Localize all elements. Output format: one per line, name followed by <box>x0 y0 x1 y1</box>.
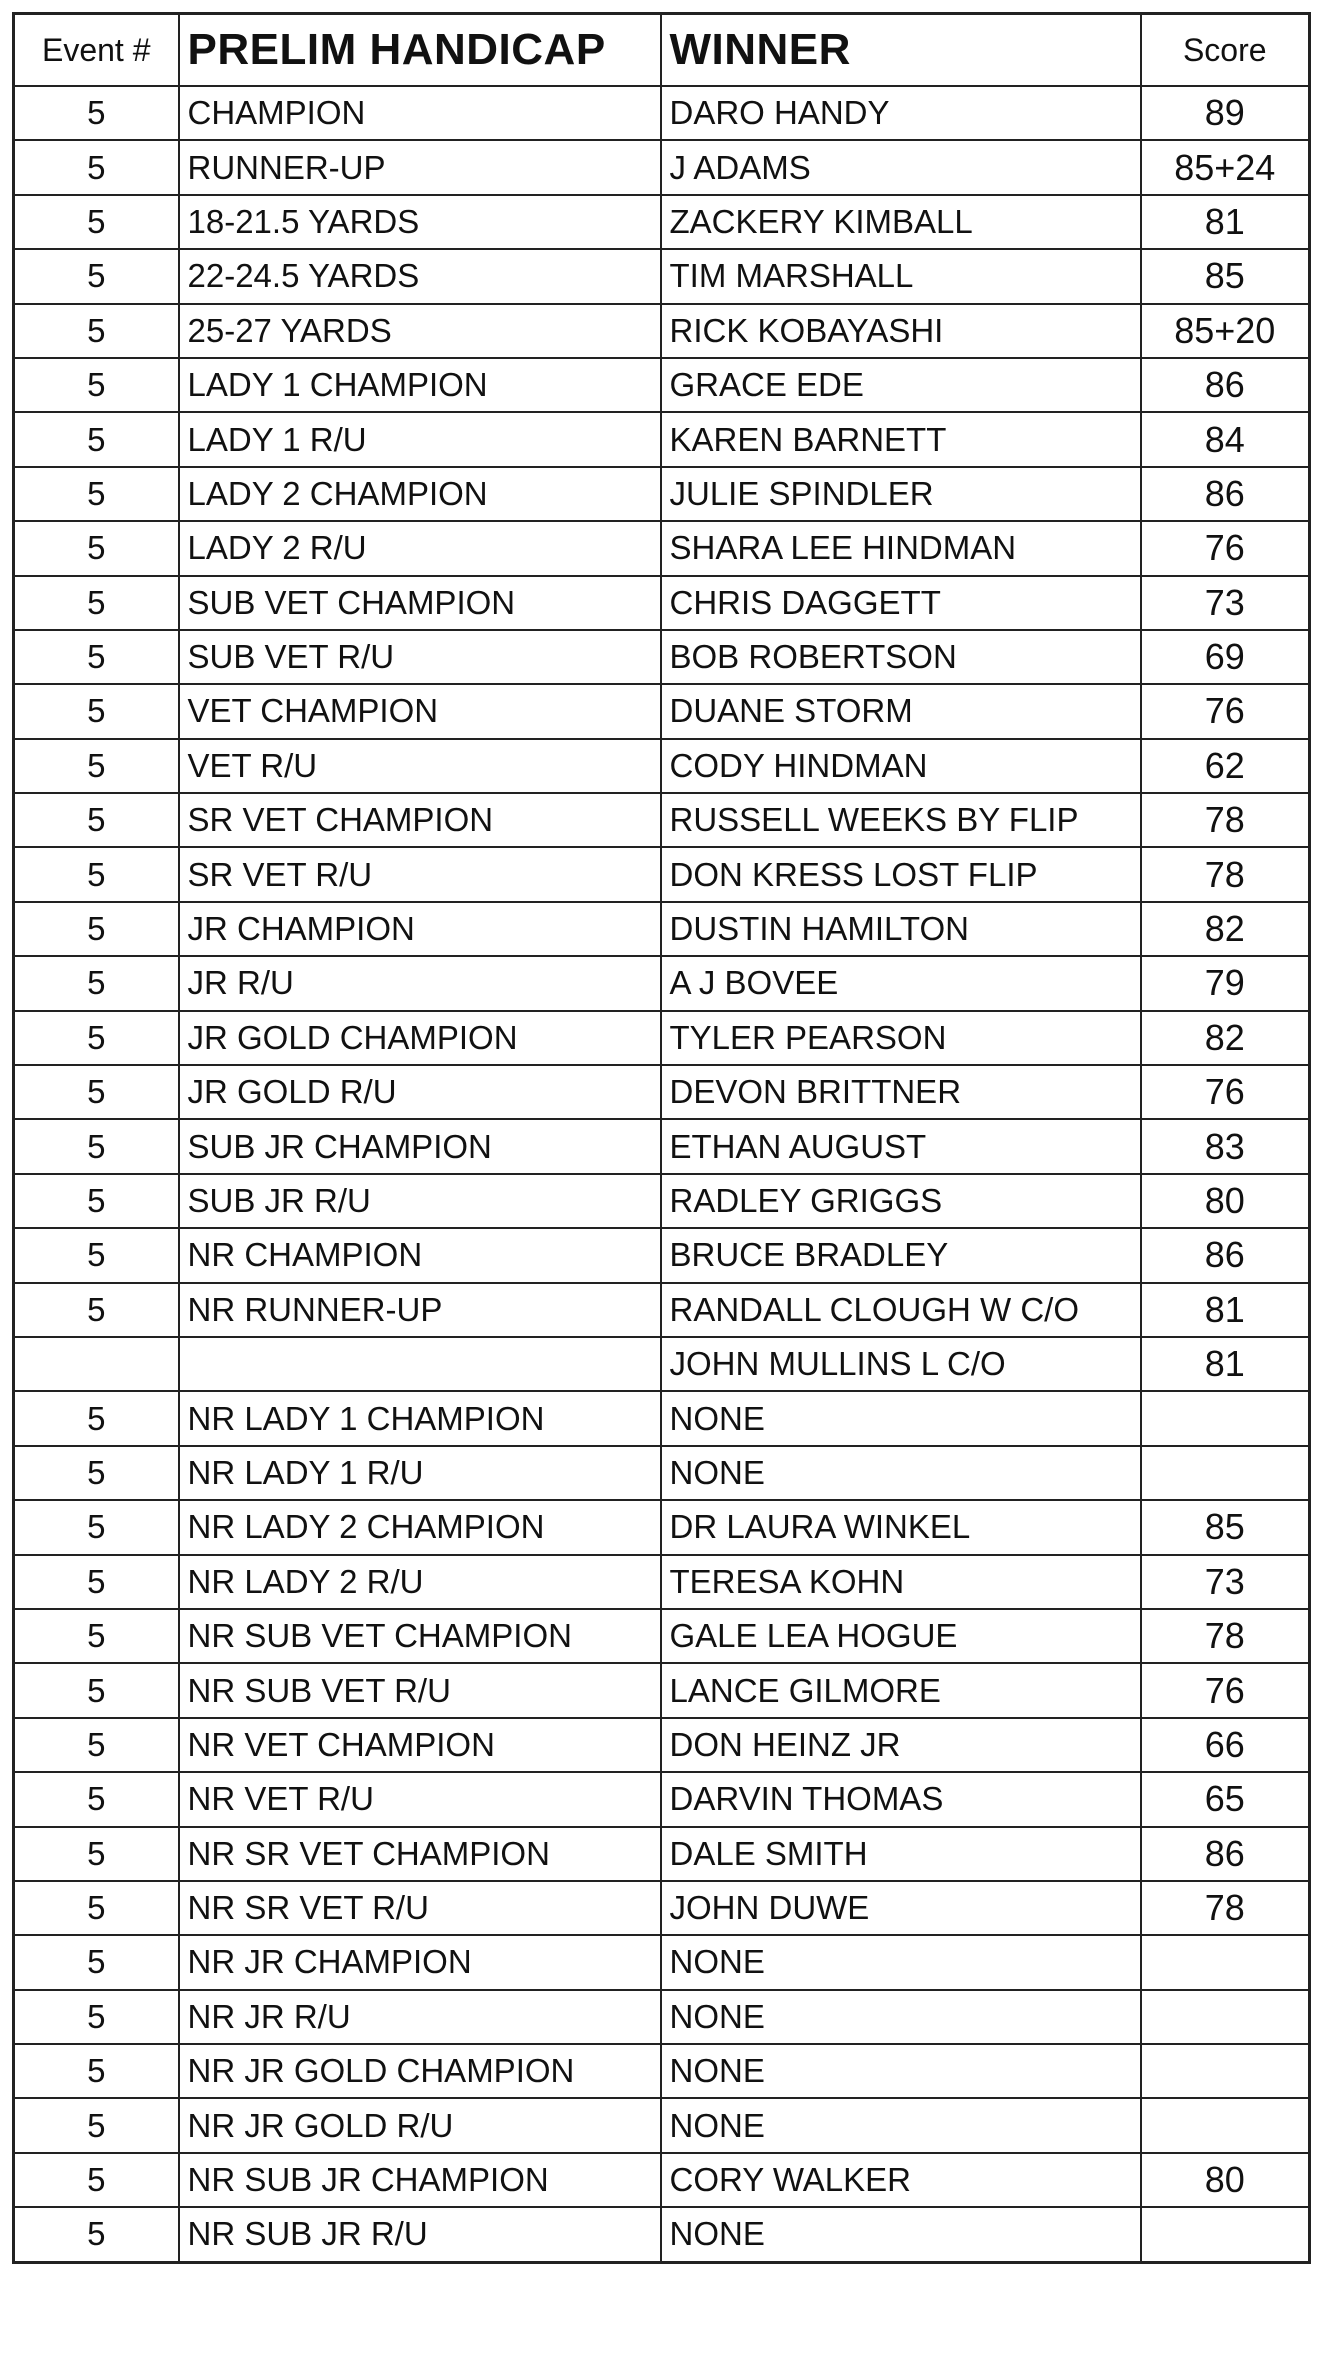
category-cell: NR VET R/U <box>179 1772 661 1826</box>
table-row <box>14 1935 1310 1989</box>
table-row <box>14 902 1310 956</box>
winner-cell: J ADAMS <box>661 140 1141 194</box>
table-row <box>14 249 1310 303</box>
event-cell: 5 <box>14 684 179 738</box>
table-header <box>14 14 1310 87</box>
score-cell: 66 <box>1141 1718 1310 1772</box>
event-cell: 5 <box>14 304 179 358</box>
winner-cell: NONE <box>661 1990 1141 2044</box>
category-cell: JR GOLD R/U <box>179 1065 661 1119</box>
score-cell: 86 <box>1141 1827 1310 1881</box>
table-row <box>14 2098 1310 2152</box>
winner-cell: NONE <box>661 1391 1141 1445</box>
event-cell: 5 <box>14 467 179 521</box>
table-row <box>14 1827 1310 1881</box>
table-row <box>14 847 1310 901</box>
event-cell: 5 <box>14 1065 179 1119</box>
table-row <box>14 1663 1310 1717</box>
table-row <box>14 358 1310 412</box>
score-cell: 76 <box>1141 1065 1310 1119</box>
event-cell: 5 <box>14 1827 179 1881</box>
winner-cell: RADLEY GRIGGS <box>661 1174 1141 1228</box>
category-cell: NR SR VET CHAMPION <box>179 1827 661 1881</box>
score-cell: 86 <box>1141 467 1310 521</box>
category-cell: VET R/U <box>179 739 661 793</box>
table-row <box>14 630 1310 684</box>
winner-cell: KAREN BARNETT <box>661 412 1141 466</box>
event-cell: 5 <box>14 630 179 684</box>
table-row <box>14 1283 1310 1337</box>
table-row <box>14 1011 1310 1065</box>
event-cell: 5 <box>14 2153 179 2207</box>
category-cell: 22-24.5 YARDS <box>179 249 661 303</box>
score-cell: 78 <box>1141 793 1310 847</box>
winner-cell: RUSSELL WEEKS BY FLIP <box>661 793 1141 847</box>
winner-cell: DEVON BRITTNER <box>661 1065 1141 1119</box>
event-cell: 5 <box>14 2044 179 2098</box>
table-row <box>14 521 1310 575</box>
winner-cell: DON KRESS LOST FLIP <box>661 847 1141 901</box>
event-cell: 5 <box>14 1555 179 1609</box>
table-body <box>14 86 1310 2262</box>
winner-cell: TIM MARSHALL <box>661 249 1141 303</box>
winner-cell: RICK KOBAYASHI <box>661 304 1141 358</box>
event-cell: 5 <box>14 902 179 956</box>
winner-cell: NONE <box>661 2207 1141 2262</box>
event-cell: 5 <box>14 249 179 303</box>
winner-cell: DR LAURA WINKEL <box>661 1500 1141 1554</box>
score-cell: 78 <box>1141 847 1310 901</box>
category-cell <box>179 1337 661 1391</box>
category-cell: NR LADY 2 CHAMPION <box>179 1500 661 1554</box>
event-cell: 5 <box>14 358 179 412</box>
category-cell: NR JR CHAMPION <box>179 1935 661 1989</box>
table-row <box>14 1337 1310 1391</box>
winner-cell: JULIE SPINDLER <box>661 467 1141 521</box>
winner-cell: JOHN MULLINS L C/O <box>661 1337 1141 1391</box>
table-row <box>14 1228 1310 1282</box>
score-cell: 85+20 <box>1141 304 1310 358</box>
event-cell: 5 <box>14 195 179 249</box>
event-cell: 5 <box>14 1174 179 1228</box>
category-cell: NR SUB VET R/U <box>179 1663 661 1717</box>
score-cell: 79 <box>1141 956 1310 1010</box>
category-cell: SUB JR CHAMPION <box>179 1119 661 1173</box>
winner-cell: LANCE GILMORE <box>661 1663 1141 1717</box>
event-cell: 5 <box>14 1881 179 1935</box>
score-cell: 85 <box>1141 249 1310 303</box>
category-cell: NR SUB JR CHAMPION <box>179 2153 661 2207</box>
winner-cell: CODY HINDMAN <box>661 739 1141 793</box>
category-cell: LADY 1 CHAMPION <box>179 358 661 412</box>
score-cell: 85+24 <box>1141 140 1310 194</box>
category-cell: SR VET R/U <box>179 847 661 901</box>
winner-cell: NONE <box>661 1935 1141 1989</box>
score-cell: 76 <box>1141 521 1310 575</box>
table-row <box>14 1609 1310 1663</box>
event-cell: 5 <box>14 1391 179 1445</box>
table-row <box>14 304 1310 358</box>
winner-cell: ZACKERY KIMBALL <box>661 195 1141 249</box>
winner-cell: DUANE STORM <box>661 684 1141 738</box>
winner-cell: DARVIN THOMAS <box>661 1772 1141 1826</box>
score-cell: 78 <box>1141 1881 1310 1935</box>
winner-cell: CHRIS DAGGETT <box>661 576 1141 630</box>
winner-cell: TYLER PEARSON <box>661 1011 1141 1065</box>
score-cell <box>1141 1990 1310 2044</box>
event-cell <box>14 1337 179 1391</box>
event-cell: 5 <box>14 1772 179 1826</box>
category-cell: NR SR VET R/U <box>179 1881 661 1935</box>
winner-cell: NONE <box>661 2044 1141 2098</box>
winner-cell: GRACE EDE <box>661 358 1141 412</box>
category-cell: NR JR GOLD R/U <box>179 2098 661 2152</box>
table-row <box>14 1446 1310 1500</box>
winner-cell: DALE SMITH <box>661 1827 1141 1881</box>
score-cell: 82 <box>1141 902 1310 956</box>
winner-cell: BRUCE BRADLEY <box>661 1228 1141 1282</box>
winner-cell: JOHN DUWE <box>661 1881 1141 1935</box>
winner-cell: CORY WALKER <box>661 2153 1141 2207</box>
category-cell: JR R/U <box>179 956 661 1010</box>
event-cell: 5 <box>14 1119 179 1173</box>
header-row <box>14 14 1310 87</box>
score-cell <box>1141 2044 1310 2098</box>
category-cell: SUB VET R/U <box>179 630 661 684</box>
header-score: Score <box>1141 14 1310 87</box>
score-cell: 85 <box>1141 1500 1310 1554</box>
header-winner: WINNER <box>661 14 1141 87</box>
event-cell: 5 <box>14 1718 179 1772</box>
event-cell: 5 <box>14 739 179 793</box>
score-cell: 78 <box>1141 1609 1310 1663</box>
event-cell: 5 <box>14 140 179 194</box>
winner-cell: A J BOVEE <box>661 956 1141 1010</box>
category-cell: NR LADY 1 R/U <box>179 1446 661 1500</box>
category-cell: 25-27 YARDS <box>179 304 661 358</box>
event-cell: 5 <box>14 956 179 1010</box>
table-row <box>14 2044 1310 2098</box>
score-cell: 82 <box>1141 1011 1310 1065</box>
table-row <box>14 739 1310 793</box>
score-cell: 81 <box>1141 195 1310 249</box>
category-cell: LADY 1 R/U <box>179 412 661 466</box>
score-cell: 73 <box>1141 1555 1310 1609</box>
table-row <box>14 195 1310 249</box>
table-row <box>14 1174 1310 1228</box>
category-cell: LADY 2 R/U <box>179 521 661 575</box>
score-cell <box>1141 2207 1310 2262</box>
results-sheet <box>12 12 1308 2264</box>
score-cell: 86 <box>1141 1228 1310 1282</box>
winner-cell: DON HEINZ JR <box>661 1718 1141 1772</box>
score-cell: 81 <box>1141 1283 1310 1337</box>
header-category: PRELIM HANDICAP <box>179 14 661 87</box>
header-event: Event # <box>14 14 179 87</box>
event-cell: 5 <box>14 2207 179 2262</box>
table-row <box>14 1990 1310 2044</box>
score-cell: 80 <box>1141 2153 1310 2207</box>
score-cell <box>1141 1391 1310 1445</box>
event-cell: 5 <box>14 1446 179 1500</box>
event-cell: 5 <box>14 1663 179 1717</box>
score-cell <box>1141 1446 1310 1500</box>
score-cell: 76 <box>1141 684 1310 738</box>
table-row <box>14 86 1310 140</box>
event-cell: 5 <box>14 576 179 630</box>
table-row <box>14 1718 1310 1772</box>
category-cell: NR SUB VET CHAMPION <box>179 1609 661 1663</box>
event-cell: 5 <box>14 1500 179 1554</box>
category-cell: NR CHAMPION <box>179 1228 661 1282</box>
score-cell: 65 <box>1141 1772 1310 1826</box>
score-cell <box>1141 1935 1310 1989</box>
event-cell: 5 <box>14 2098 179 2152</box>
results-table <box>12 12 1311 2264</box>
table-row <box>14 576 1310 630</box>
winner-cell: GALE LEA HOGUE <box>661 1609 1141 1663</box>
category-cell: LADY 2 CHAMPION <box>179 467 661 521</box>
table-row <box>14 1881 1310 1935</box>
table-row <box>14 140 1310 194</box>
category-cell: JR GOLD CHAMPION <box>179 1011 661 1065</box>
table-row <box>14 684 1310 738</box>
table-row <box>14 1772 1310 1826</box>
event-cell: 5 <box>14 1011 179 1065</box>
score-cell: 62 <box>1141 739 1310 793</box>
category-cell: NR LADY 2 R/U <box>179 1555 661 1609</box>
event-cell: 5 <box>14 521 179 575</box>
score-cell: 83 <box>1141 1119 1310 1173</box>
category-cell: NR SUB JR R/U <box>179 2207 661 2262</box>
category-cell: SUB VET CHAMPION <box>179 576 661 630</box>
table-row <box>14 1119 1310 1173</box>
winner-cell: BOB ROBERTSON <box>661 630 1141 684</box>
table-row <box>14 412 1310 466</box>
table-row <box>14 2207 1310 2262</box>
category-cell: SR VET CHAMPION <box>179 793 661 847</box>
category-cell: 18-21.5 YARDS <box>179 195 661 249</box>
score-cell: 81 <box>1141 1337 1310 1391</box>
category-cell: NR VET CHAMPION <box>179 1718 661 1772</box>
winner-cell: ETHAN AUGUST <box>661 1119 1141 1173</box>
event-cell: 5 <box>14 847 179 901</box>
winner-cell: RANDALL CLOUGH W C/O <box>661 1283 1141 1337</box>
event-cell: 5 <box>14 86 179 140</box>
category-cell: NR JR R/U <box>179 1990 661 2044</box>
category-cell: JR CHAMPION <box>179 902 661 956</box>
winner-cell: NONE <box>661 1446 1141 1500</box>
event-cell: 5 <box>14 1609 179 1663</box>
category-cell: NR LADY 1 CHAMPION <box>179 1391 661 1445</box>
score-cell <box>1141 2098 1310 2152</box>
category-cell: NR JR GOLD CHAMPION <box>179 2044 661 2098</box>
score-cell: 84 <box>1141 412 1310 466</box>
table-row <box>14 1065 1310 1119</box>
score-cell: 89 <box>1141 86 1310 140</box>
table-row <box>14 2153 1310 2207</box>
table-row <box>14 1391 1310 1445</box>
event-cell: 5 <box>14 1283 179 1337</box>
category-cell: SUB JR R/U <box>179 1174 661 1228</box>
score-cell: 69 <box>1141 630 1310 684</box>
winner-cell: DARO HANDY <box>661 86 1141 140</box>
table-row <box>14 1500 1310 1554</box>
event-cell: 5 <box>14 1935 179 1989</box>
event-cell: 5 <box>14 1990 179 2044</box>
event-cell: 5 <box>14 1228 179 1282</box>
score-cell: 80 <box>1141 1174 1310 1228</box>
winner-cell: TERESA KOHN <box>661 1555 1141 1609</box>
table-row <box>14 793 1310 847</box>
category-cell: RUNNER-UP <box>179 140 661 194</box>
score-cell: 76 <box>1141 1663 1310 1717</box>
table-row <box>14 956 1310 1010</box>
winner-cell: NONE <box>661 2098 1141 2152</box>
table-row <box>14 1555 1310 1609</box>
category-cell: VET CHAMPION <box>179 684 661 738</box>
score-cell: 73 <box>1141 576 1310 630</box>
category-cell: NR RUNNER-UP <box>179 1283 661 1337</box>
winner-cell: DUSTIN HAMILTON <box>661 902 1141 956</box>
event-cell: 5 <box>14 412 179 466</box>
winner-cell: SHARA LEE HINDMAN <box>661 521 1141 575</box>
event-cell: 5 <box>14 793 179 847</box>
table-row <box>14 467 1310 521</box>
category-cell: CHAMPION <box>179 86 661 140</box>
score-cell: 86 <box>1141 358 1310 412</box>
